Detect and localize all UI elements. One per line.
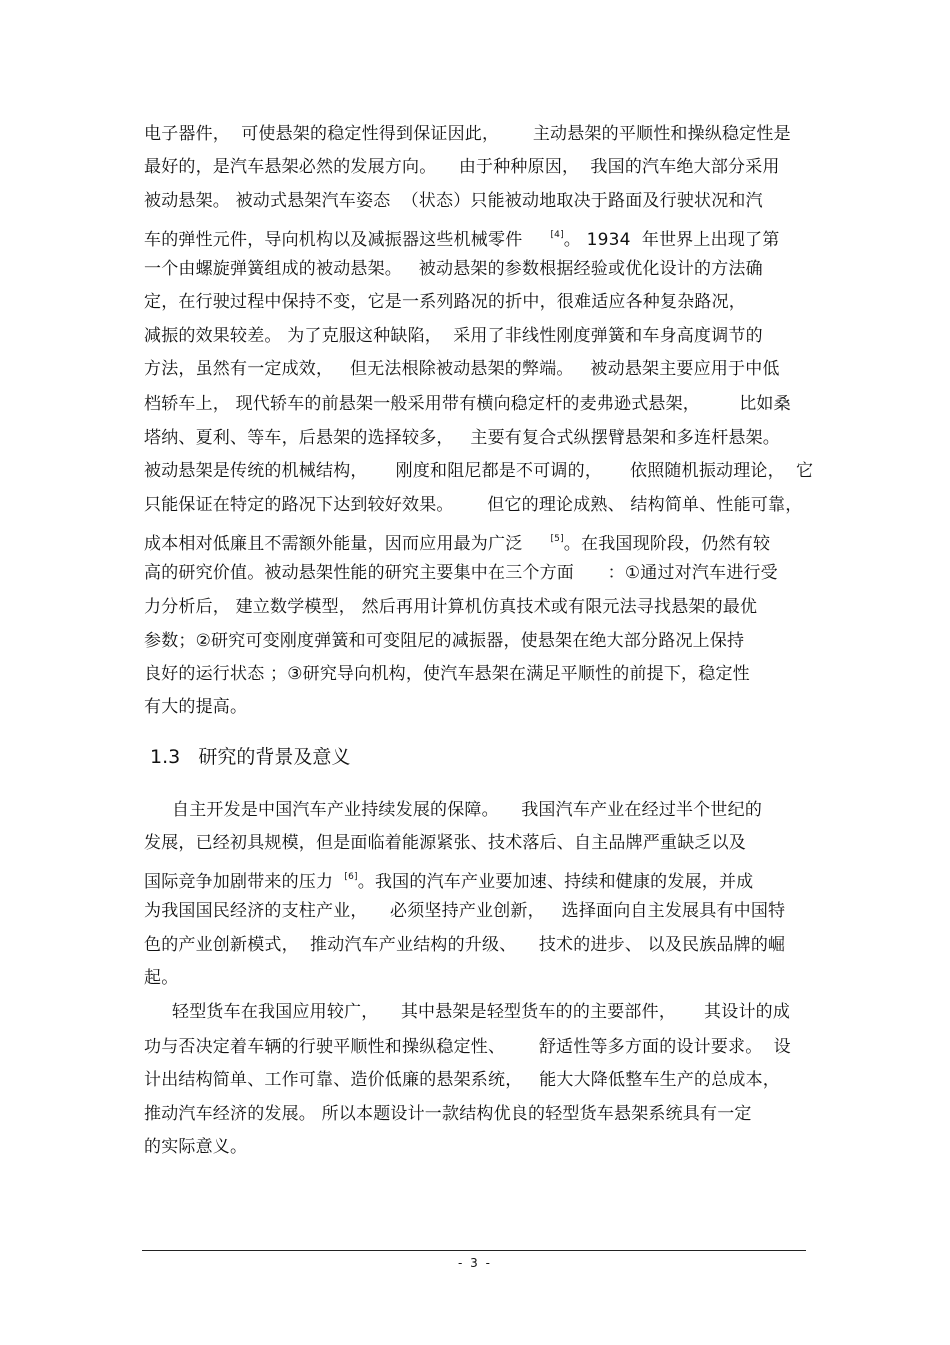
- text-span: 国际竞争加剧带来的压力: [144, 872, 334, 892]
- text-line: 有大的提高。: [144, 697, 248, 717]
- text-line: 轻型货车在我国应用较广， 其中悬架是轻型货车的的主要部件， 其设计的成: [144, 1002, 791, 1022]
- text-line: [144, 529, 770, 554]
- text-line: 最好的，是汽车悬架必然的发展方向。 由于种种原因， 我国的汽车绝大部分采用: [144, 157, 780, 177]
- text-line: 电子器件， 可使悬架的稳定性得到保证因此， 主动悬架的平顺性和操纵稳定性是: [144, 124, 791, 144]
- text-line: 色的产业创新模式， 推动汽车产业结构的升级、 技术的进步、 以及民族品牌的崛: [144, 935, 786, 955]
- text-span: 。我国的汽车产业要加速、持续和健康的发展，并成: [357, 872, 754, 892]
- text-line: 为我国国民经济的支柱产业， 必须坚持产业创新， 选择面向自主发展具有中国特: [144, 901, 786, 921]
- text-line: 计出结构简单、工作可靠、造价低廉的悬架系统， 能大大降低整车生产的总成本，: [144, 1070, 781, 1090]
- text-line: 一个由螺旋弹簧组成的被动悬架。 被动悬架的参数根据经验或优化设计的方法确: [144, 259, 763, 279]
- citation: [6]: [344, 872, 358, 882]
- text-line: 力分析后， 建立数学模型， 然后再用计算机仿真技术或有限元法寻找悬架的最优: [144, 597, 758, 617]
- text-line: 自主开发是中国汽车产业持续发展的保障。 我国汽车产业在经过半个世纪的: [144, 800, 763, 820]
- text-span: 成本相对低廉且不需额外能量，因而应用最为广泛: [144, 534, 523, 554]
- text-line: [144, 867, 753, 892]
- text-line: 推动汽车经济的发展。 所以本题设计一款结构优良的轻型货车悬架系统具有一定: [144, 1104, 752, 1124]
- text-span: 。 1934 年世界上出现了第: [563, 230, 780, 250]
- text-line: 定，在行驶过程中保持不变，它是一系列路况的折中，很难适应各种复杂路况，: [144, 292, 746, 312]
- citation: [4]: [550, 230, 564, 240]
- text-line: 功与否决定着车辆的行驶平顺性和操纵稳定性、 舒适性等多方面的设计要求。 设: [144, 1037, 791, 1057]
- text-line: 只能保证在特定的路况下达到较好效果。 但它的理论成熟、 结构简单、性能可靠，: [144, 495, 803, 515]
- text-line: 档轿车上， 现代轿车的前悬架一般采用带有横向稳定杆的麦弗逊式悬架， 比如桑: [144, 394, 791, 414]
- section-heading: 1.3 研究的背景及意义: [150, 746, 351, 768]
- text-line: 高的研究价值。被动悬架性能的研究主要集中在三个方面 ：①通过对汽车进行受: [144, 563, 778, 583]
- text-line: 良好的运行状态 ；③研究导向机构，使汽车悬架在满足平顺性的前提下，稳定性: [144, 664, 750, 684]
- text-line: 的实际意义。: [144, 1137, 248, 1157]
- text-line: 减振的效果较差。 为了克服这种缺陷， 采用了非线性刚度弹簧和车身高度调节的: [144, 326, 763, 346]
- text-line: 发展，已经初具规模，但是面临着能源紧张、技术落后、自主品牌严重缺乏以及: [144, 833, 746, 853]
- text-line: 塔纳、夏利、等车，后悬架的选择较多， 主要有复合式纵摆臂悬架和多连杆悬架。: [144, 428, 781, 448]
- text-line: 被动悬架是传统的机械结构， 刚度和阻尼都是不可调的， 依照随机振动理论， 它: [144, 461, 814, 481]
- text-span: 车的弹性元件，导向机构以及减振器这些机械零件: [144, 230, 523, 250]
- citation: [5]: [550, 534, 564, 544]
- text-span: 。在我国现阶段，仍然有较: [563, 534, 771, 554]
- text-line: 参数；②研究可变刚度弹簧和可变阻尼的减振器，使悬架在绝大部分路况上保持: [144, 631, 745, 651]
- footer-rule: [142, 1250, 806, 1251]
- page-number: - 3 -: [458, 1256, 492, 1270]
- text-line: 方法，虽然有一定成效， 但无法根除被动悬架的弊端。 被动悬架主要应用于中低: [144, 359, 780, 379]
- text-line: [144, 225, 779, 250]
- text-line: 起。: [144, 968, 179, 988]
- text-line: 被动悬架。 被动式悬架汽车姿态 （状态）只能被动地取决于路面及行驶状况和汽: [144, 191, 763, 211]
